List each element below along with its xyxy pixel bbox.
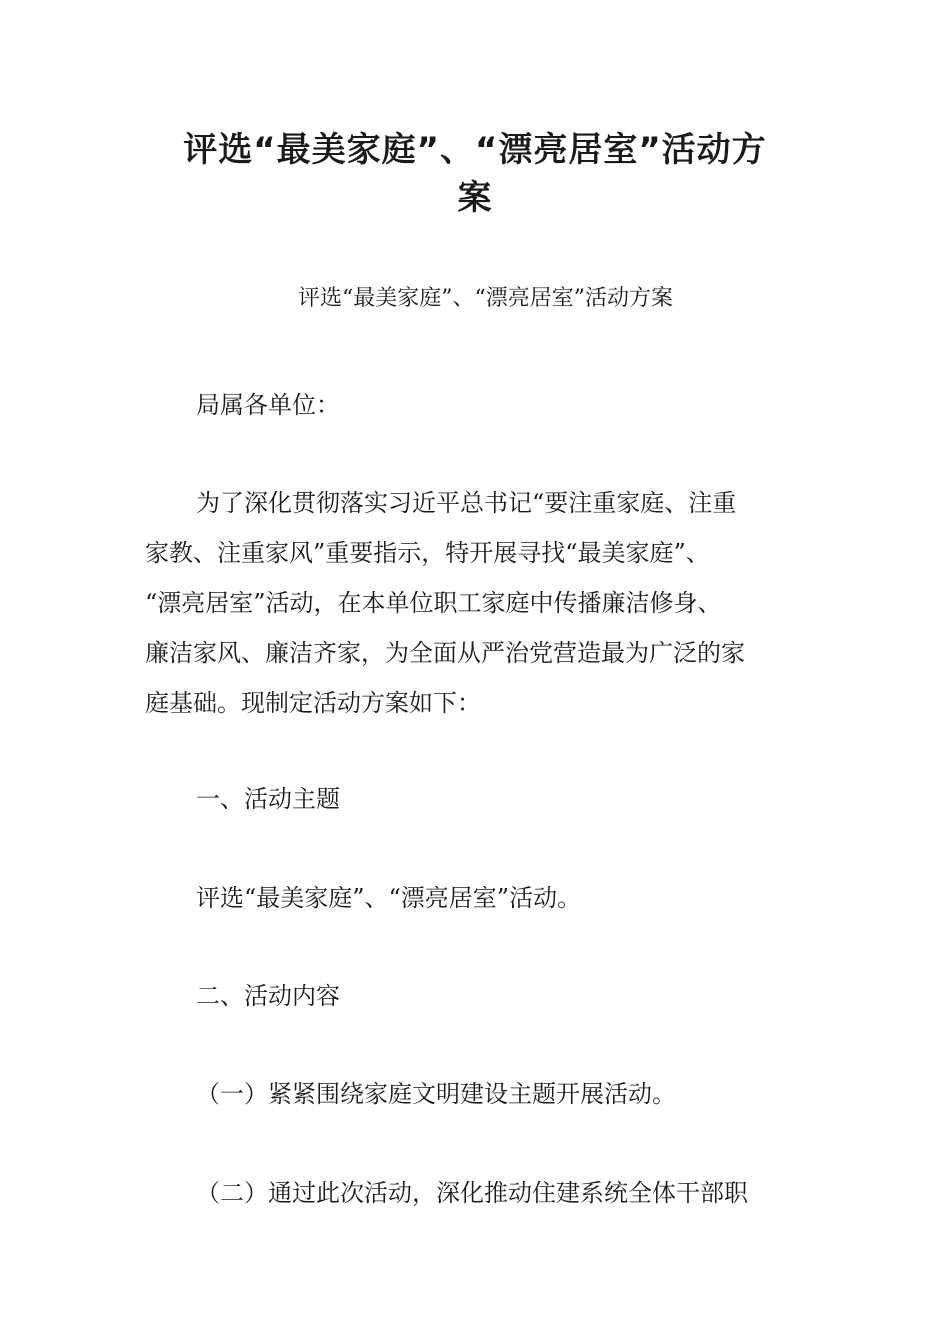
intro-line-4: 廉洁家风、廉洁齐家，为全面从严治党营造最为广泛的家	[145, 639, 745, 667]
section-2-heading: 二、活动内容	[196, 982, 340, 1010]
intro-line-1: 为了深化贯彻落实习近平总书记“要注重家庭、注重	[196, 489, 737, 517]
intro-line-5: 庭基础。现制定活动方案如下：	[145, 689, 481, 717]
section-2-item-2: （二）通过此次活动，深化推动住建系统全体干部职	[196, 1179, 748, 1207]
document-subtitle: 评选“最美家庭”、“漂亮居室”活动方案	[298, 286, 673, 311]
intro-paragraph	[145, 478, 810, 728]
section-2-item-1: （一）紧紧围绕家庭文明建设主题开展活动。	[196, 1080, 676, 1108]
intro-line-2: 家教、注重家风”重要指示，特开展寻找“最美家庭”、	[145, 539, 710, 567]
section-1-text: 评选“最美家庭”、“漂亮居室”活动。	[196, 884, 582, 912]
salutation: 局属各单位：	[196, 391, 340, 419]
section-1-heading: 一、活动主题	[196, 785, 340, 813]
title-line-1: 评选“最美家庭”、“漂亮居室”活动方	[183, 130, 767, 170]
title-line-2: 案	[457, 178, 493, 218]
intro-line-3: “漂亮居室”活动，在本单位职工家庭中传播廉洁修身、	[145, 589, 722, 617]
document-title	[140, 126, 810, 222]
